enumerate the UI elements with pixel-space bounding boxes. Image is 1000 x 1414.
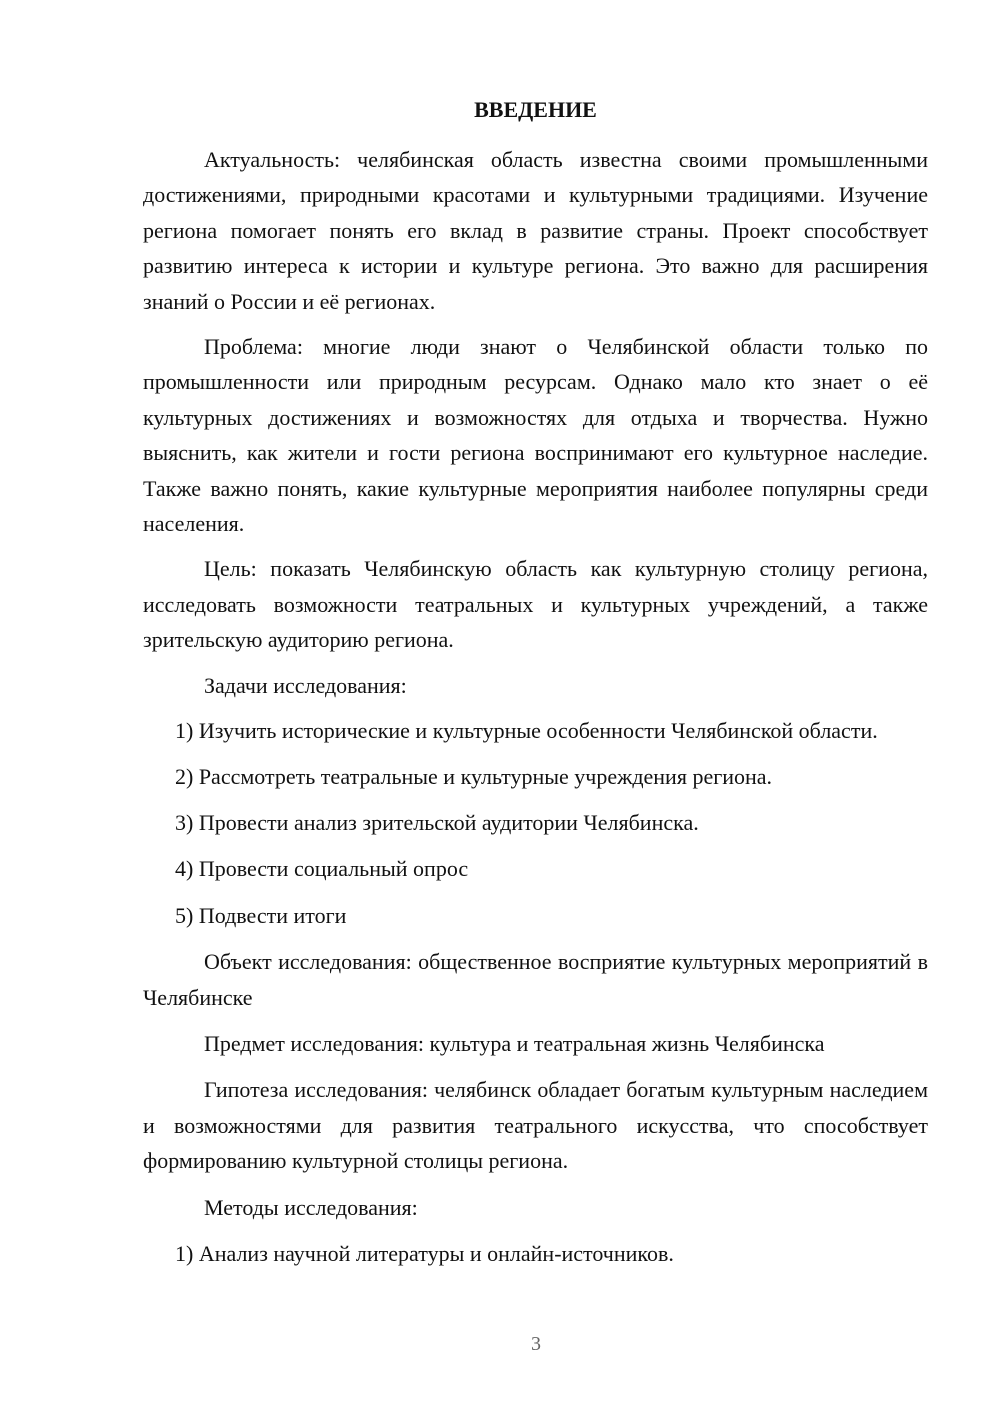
task-item-1: 1) Изучить исторические и культурные особенности Челябинской области. — [175, 718, 878, 744]
paragraph-subject: Предмет исследования: культура и театральная жизнь Челябинска — [204, 1030, 825, 1056]
section-title: ВВЕДЕНИЕ — [474, 97, 597, 122]
paragraph-tasks-heading: Задачи исследования: — [204, 672, 407, 698]
paragraph-methods-heading: Методы исследования: — [204, 1194, 418, 1220]
task-item-2: 2) Рассмотреть театральные и культурные учреждения региона. — [175, 763, 773, 789]
paragraph-problem: Проблема: многие люди знают о Челябинской области только по промышленности или природным ресурсам. Однако мало кто знает о её культурных достижениях и возможностях для отдыха и творчества. Нужно выяснить, как жители и гости региона воспринимают его культурное наследие. Также важно понять, какие культурные мероприятия наиболее популярны среди населения. — [143, 334, 928, 537]
page-number: 3 — [531, 1333, 541, 1355]
task-item-3: 3) Провести анализ зрительской аудитории Челябинска. — [175, 809, 699, 835]
task-item-5: 5) Подвести итоги — [175, 902, 347, 928]
paragraph-goal: Цель: показать Челябинскую область как культурную столицу региона, исследовать возможности театральных и культурных учреждений, а также зрительскую аудиторию региона. — [143, 556, 928, 653]
document-body — [143, 142, 928, 1271]
paragraph-relevance: Актуальность: челябинская область известна своими промышленными достижениями, природными красотами и культурными традициями. Изучение региона помогает понять его вклад в развитие страны. Проект способствует развитию интереса к истории и культуре региона. Это важно для расширения знаний о России и её регионах. — [143, 147, 928, 314]
paragraph-object: Объект исследования: общественное восприятие культурных мероприятий в Челябинске — [143, 949, 928, 1010]
paragraph-hypothesis: Гипотеза исследования: челябинск обладает богатым культурным наследием и возможностями для развития театрального искусства, что способствует формированию культурной столицы региона. — [143, 1077, 928, 1174]
task-item-4: 4) Провести социальный опрос — [175, 856, 469, 882]
method-item-1: 1) Анализ научной литературы и онлайн-источников. — [175, 1240, 674, 1266]
